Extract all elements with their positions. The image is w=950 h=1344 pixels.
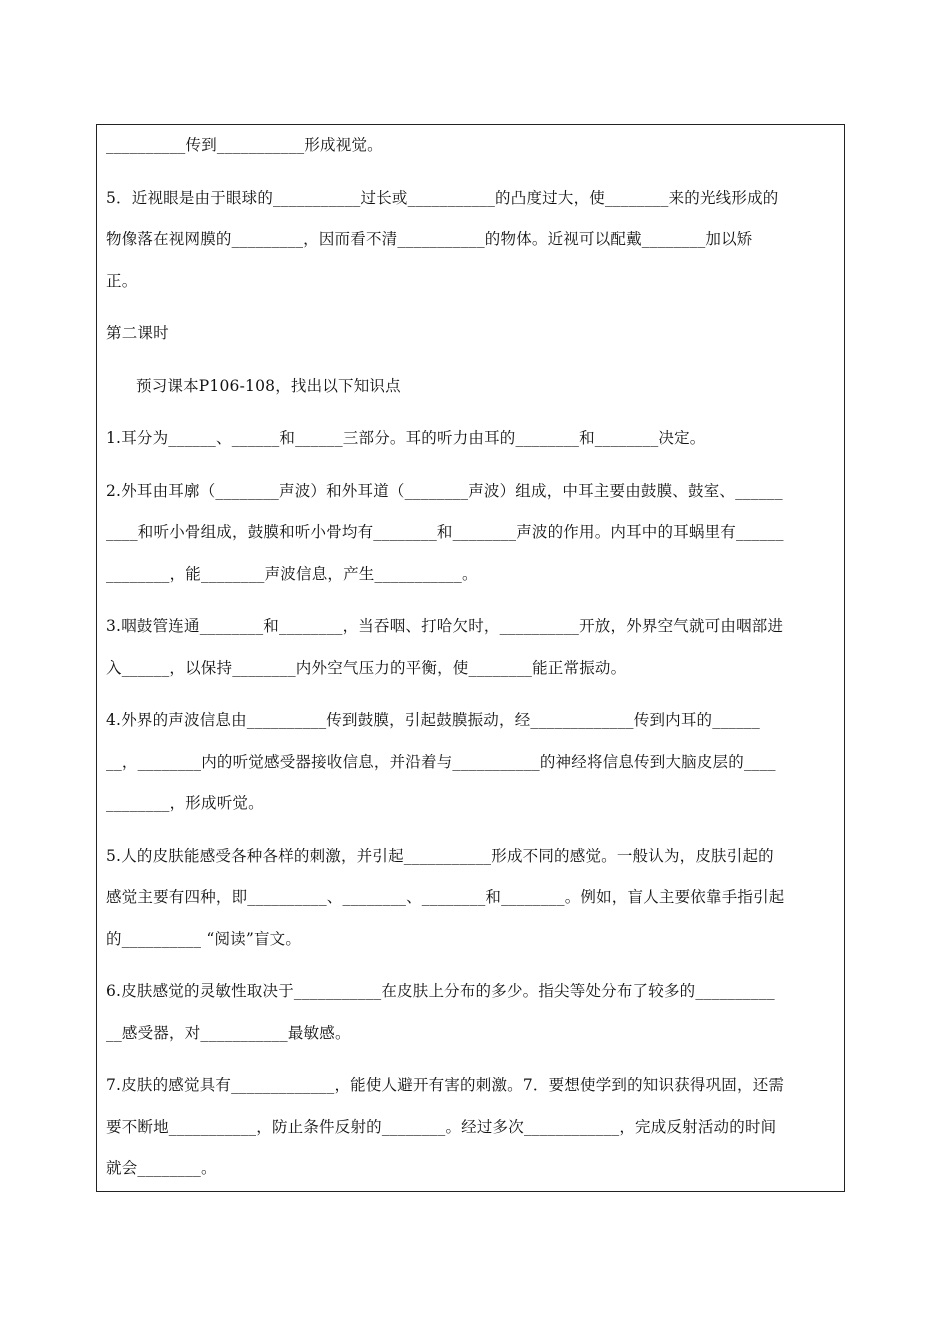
p-q2 xyxy=(106,471,836,596)
paragraph-gap xyxy=(106,595,836,606)
text-line: 预习课本P106-108，找出以下知识点 xyxy=(136,376,401,395)
p-q4 xyxy=(106,700,836,825)
p-q3 xyxy=(106,606,836,689)
text-line: __，________内的听觉感受器接收信息，并沿着与___________的神经将信息传到大脑皮层的____ xyxy=(106,752,776,771)
paragraph-gap xyxy=(106,460,836,471)
p-lesson2 xyxy=(106,313,836,355)
text-line: 5.人的皮肤能感受各种各样的刺激，并引起___________形成不同的感觉。一般认为，皮肤引起的 xyxy=(106,846,774,865)
p-q5 xyxy=(106,836,836,961)
text-line: 3.咽鼓管连通________和________，当吞咽、打哈欠时，__________开放，外界空气就可由咽部进 xyxy=(106,617,784,635)
p-preview xyxy=(106,366,836,408)
text-line: 要不断地___________，防止条件反射的________。经过多次____________，完成反射活动的时间 xyxy=(106,1117,777,1136)
paragraph-gap xyxy=(106,960,836,971)
paragraph-gap xyxy=(106,689,836,700)
p-vision-end xyxy=(106,125,836,167)
text-line: 就会________。 xyxy=(106,1159,217,1177)
worksheet-content xyxy=(106,125,836,1190)
p-myopia xyxy=(106,178,836,303)
text-line: 5．近视眼是由于眼球的___________过长或___________的凸度过大，使________来的光线形成的 xyxy=(106,188,779,207)
paragraph-gap xyxy=(106,825,836,836)
text-line: 物像落在视网膜的_________，因而看不清___________的物体。近视可以配戴________加以矫 xyxy=(106,230,753,248)
paragraph-gap xyxy=(106,302,836,313)
text-line: 正。 xyxy=(106,271,138,290)
paragraph-gap xyxy=(106,407,836,418)
paragraph-gap xyxy=(106,355,836,366)
text-line: 感觉主要有四种，即__________、________、________和________。例如，盲人主要依靠手指引起 xyxy=(106,888,785,906)
p-q1 xyxy=(106,418,836,460)
text-line: 1.耳分为______、______和______三部分。耳的听力由耳的________和________决定。 xyxy=(106,429,706,447)
p-q6 xyxy=(106,971,836,1054)
text-line: __感受器，对___________最敏感。 xyxy=(106,1023,351,1042)
text-line: __________传到___________形成视觉。 xyxy=(106,136,383,154)
text-line: 的__________ “阅读”盲文。 xyxy=(106,929,302,948)
text-line: ________，能________声波信息，产生___________。 xyxy=(106,564,478,583)
text-line: 入______，以保持________内外空气压力的平衡，使________能正常振动。 xyxy=(106,658,627,677)
text-line: 6.皮肤感觉的灵敏性取决于___________在皮肤上分布的多少。指尖等处分布了较多的__________ xyxy=(106,982,775,1000)
text-line: ____和听小骨组成，鼓膜和听小骨均有________和________声波的作用。内耳中的耳蜗里有______ xyxy=(106,523,784,541)
p-q7 xyxy=(106,1065,836,1190)
paragraph-gap xyxy=(106,167,836,178)
text-line: 7.皮肤的感觉具有_____________，能使人避开有害的刺激。7．要想使学到的知识获得巩固，还需 xyxy=(106,1076,785,1094)
worksheet-frame xyxy=(96,124,845,1192)
text-line: 2.外耳由耳廓（________声波）和外耳道（________声波）组成，中耳主要由鼓膜、鼓室、______ xyxy=(106,481,783,500)
text-line: 第二课时 xyxy=(106,324,169,342)
text-line: ________，形成听觉。 xyxy=(106,794,264,812)
paragraph-gap xyxy=(106,1054,836,1065)
text-line: 4.外界的声波信息由__________传到鼓膜，引起鼓膜振动，经_____________传到内耳的______ xyxy=(106,711,760,729)
